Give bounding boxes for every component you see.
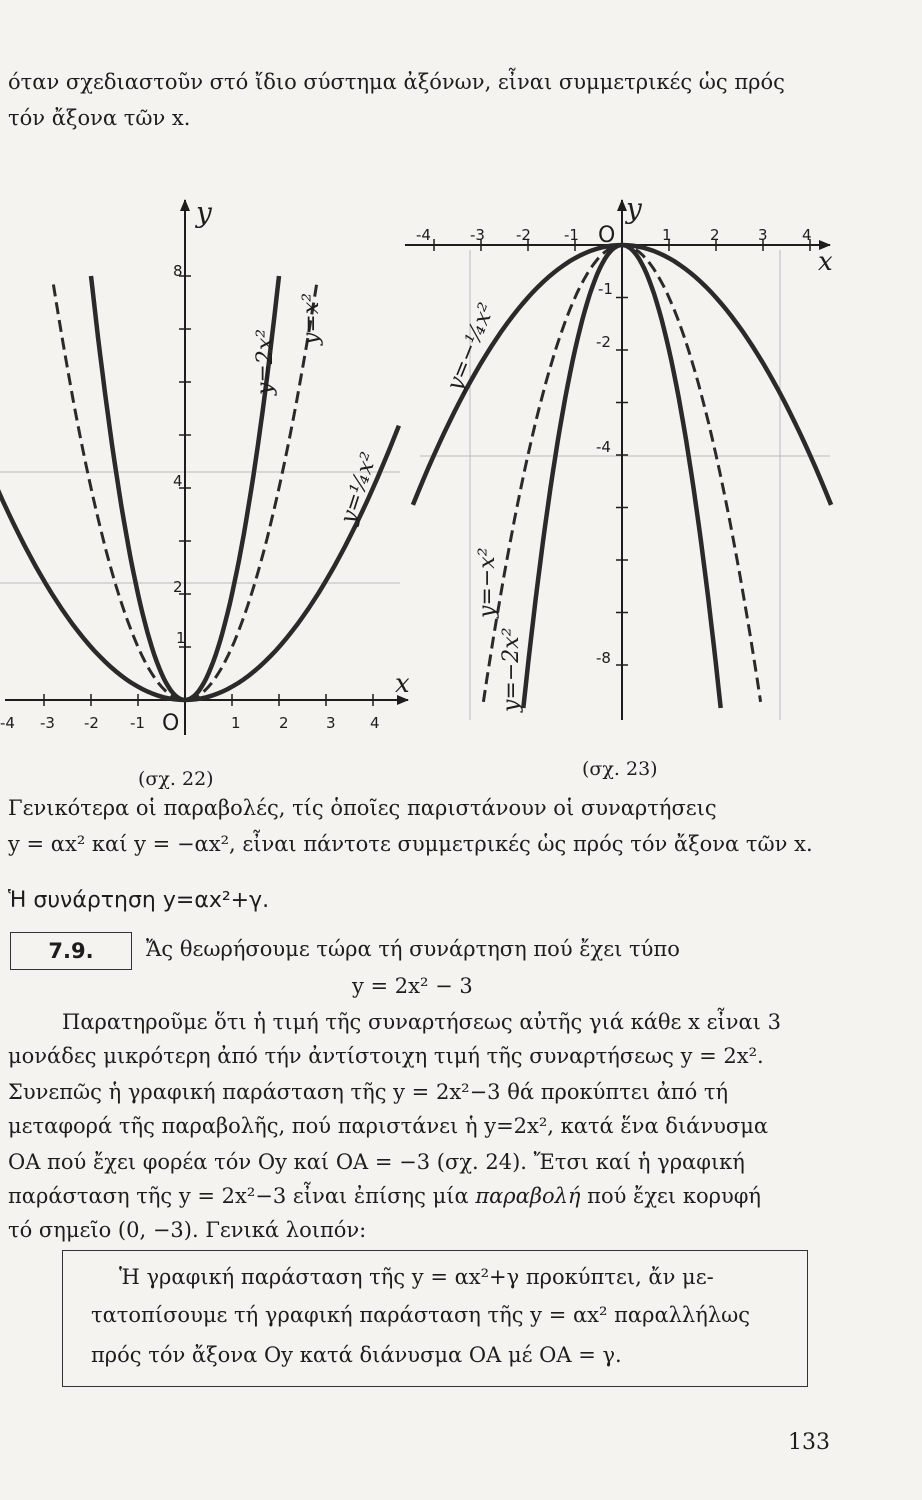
fig23-x-label: x bbox=[818, 247, 833, 277]
fig22-x-tick-label: 4 bbox=[370, 714, 380, 732]
para2-line-5: ΟΑ πού ἔχει φορέα τόν Οy καί ΟΑ = −3 (σχ. 24). Ἔτσι καί ἡ γραφική bbox=[8, 1150, 745, 1174]
intro-line-1: όταν σχεδιαστοῦν στό ἴδιο σύστημα ἀξόνων, εἶναι συμμετρικές ὡς πρός bbox=[8, 70, 785, 94]
section-number: 7.9. bbox=[10, 932, 132, 970]
fig23-curve-label-neg-quarter-x2: y=−¼x² bbox=[442, 299, 500, 395]
section-intro: Ἄς θεωρήσουμε τώρα τή συνάρτηση πού ἔχει τύπο bbox=[146, 937, 680, 961]
rule-box-line-1: Ἡ γραφική παράσταση τῆς y = αx²+γ προκύπτει, ἄν με- bbox=[119, 1265, 714, 1289]
fig23-origin: O bbox=[598, 223, 616, 248]
section-formula: y = 2x² − 3 bbox=[352, 974, 473, 998]
para2-line-2: μονάδες μικρότερη ἀπό τήν ἀντίστοιχη τιμή τῆς συναρτήσεως y = 2x². bbox=[8, 1044, 764, 1068]
fig23-x-tick-label: 4 bbox=[802, 226, 812, 244]
figure-22-caption: (σχ. 22) bbox=[138, 768, 214, 790]
figure-22 bbox=[0, 196, 410, 736]
rule-box-line-2: τατοπίσουμε τή γραφική παράσταση τῆς y = αx² παραλλήλως bbox=[91, 1303, 751, 1327]
para2-line-3: Συνεπῶς ἡ γραφική παράσταση τῆς y = 2x²−3 θά προκύπτει ἀπό τή bbox=[8, 1080, 729, 1104]
fig22-curve-label-2x2: y=2x² bbox=[253, 328, 278, 395]
fig22-x-tick-label: -1 bbox=[130, 714, 145, 732]
rule-box bbox=[62, 1250, 808, 1387]
para2-line-6-emphasis: παραβολή bbox=[475, 1184, 581, 1208]
fig23-y-tick-label: -8 bbox=[596, 649, 611, 667]
para1-line-2: y = αx² καί y = −αx², εἶναι πάντοτε συμμετρικές ὡς πρός τόν ἄξονα τῶν x. bbox=[8, 832, 813, 856]
para1-line-1: Γενικότερα οἱ παραβολές, τίς ὁποῖες παριστάνουν οἱ συναρτήσεις bbox=[8, 796, 717, 820]
fig23-x-tick-label: -1 bbox=[564, 226, 579, 244]
fig23-x-tick-label: -3 bbox=[470, 226, 485, 244]
para2-line-6-a: παράσταση τῆς y = 2x²−3 εἶναι ἐπίσης μία bbox=[8, 1184, 476, 1208]
fig22-grid bbox=[0, 225, 400, 700]
fig23-y-tick-label: -1 bbox=[598, 280, 613, 298]
fig22-x-tick-label: -4 bbox=[0, 714, 15, 732]
fig23-y-label: y bbox=[626, 192, 642, 225]
para2-line-1: Παρατηροῦμε ὅτι ἡ τιμή τῆς συναρτήσεως αὐτῆς γιά κάθε x εἶναι 3 bbox=[62, 1010, 781, 1034]
fig22-origin: O bbox=[162, 711, 180, 736]
fig22-x-tick-label: -2 bbox=[84, 714, 99, 732]
section-heading: Ἡ συνάρτηση y=αx²+γ. bbox=[8, 888, 270, 913]
intro-line-2: τόν ἄξονα τῶν x. bbox=[8, 106, 191, 130]
figure-23 bbox=[405, 192, 833, 720]
para2-line-4: μεταφορά τῆς παραβολῆς, πού παριστάνει ἡ y=2x², κατά ἕνα διάνυσμα bbox=[8, 1114, 769, 1138]
fig23-curve-label-neg-2x2: y=−2x² bbox=[499, 627, 524, 712]
para2-line-6-b: πού ἔχει κορυφή bbox=[580, 1184, 762, 1208]
fig22-y-tick-label: 2 bbox=[173, 578, 183, 596]
fig22-x-tick-label: 2 bbox=[279, 714, 289, 732]
fig22-y-label: y bbox=[196, 196, 212, 229]
para2-line-6 bbox=[8, 1184, 820, 1208]
fig22-y-tick-label: 4 bbox=[173, 472, 183, 490]
fig22-y-tick-label: 1 bbox=[176, 629, 186, 647]
f22-curve-2 bbox=[0, 426, 399, 700]
fig22-curve-label-x2: y=x² bbox=[299, 292, 324, 345]
fig22-curve-label-quarter-x2: y=¼x² bbox=[335, 449, 383, 527]
page-number: 133 bbox=[788, 1430, 830, 1455]
fig22-x-tick-label: -3 bbox=[40, 714, 55, 732]
para2-line-7: τό σημεῖο (0, −3). Γενικά λοιπόν: bbox=[8, 1218, 367, 1242]
fig23-x-tick-label: -2 bbox=[516, 226, 531, 244]
fig23-y-tick-label: -2 bbox=[596, 333, 611, 351]
fig22-x-tick-label: 3 bbox=[326, 714, 336, 732]
rule-box-line-3: πρός τόν ἄξονα Οy κατά διάνυσμα ΟΑ μέ ΟΑ = γ. bbox=[91, 1343, 622, 1367]
fig23-x-tick-label: 3 bbox=[758, 226, 768, 244]
fig23-y-tick-label: -4 bbox=[596, 438, 611, 456]
fig22-x-label: x bbox=[395, 669, 410, 699]
fig23-curve-label-neg-x2: y=−x² bbox=[475, 547, 500, 618]
fig23-x-tick-label: 1 bbox=[662, 226, 672, 244]
figure-23-caption: (σχ. 23) bbox=[582, 758, 658, 780]
fig22-y-tick-label: 8 bbox=[173, 262, 183, 280]
fig23-x-tick-label: -4 bbox=[416, 226, 431, 244]
fig23-x-tick-label: 2 bbox=[710, 226, 720, 244]
fig22-x-tick-label: 1 bbox=[231, 714, 241, 732]
